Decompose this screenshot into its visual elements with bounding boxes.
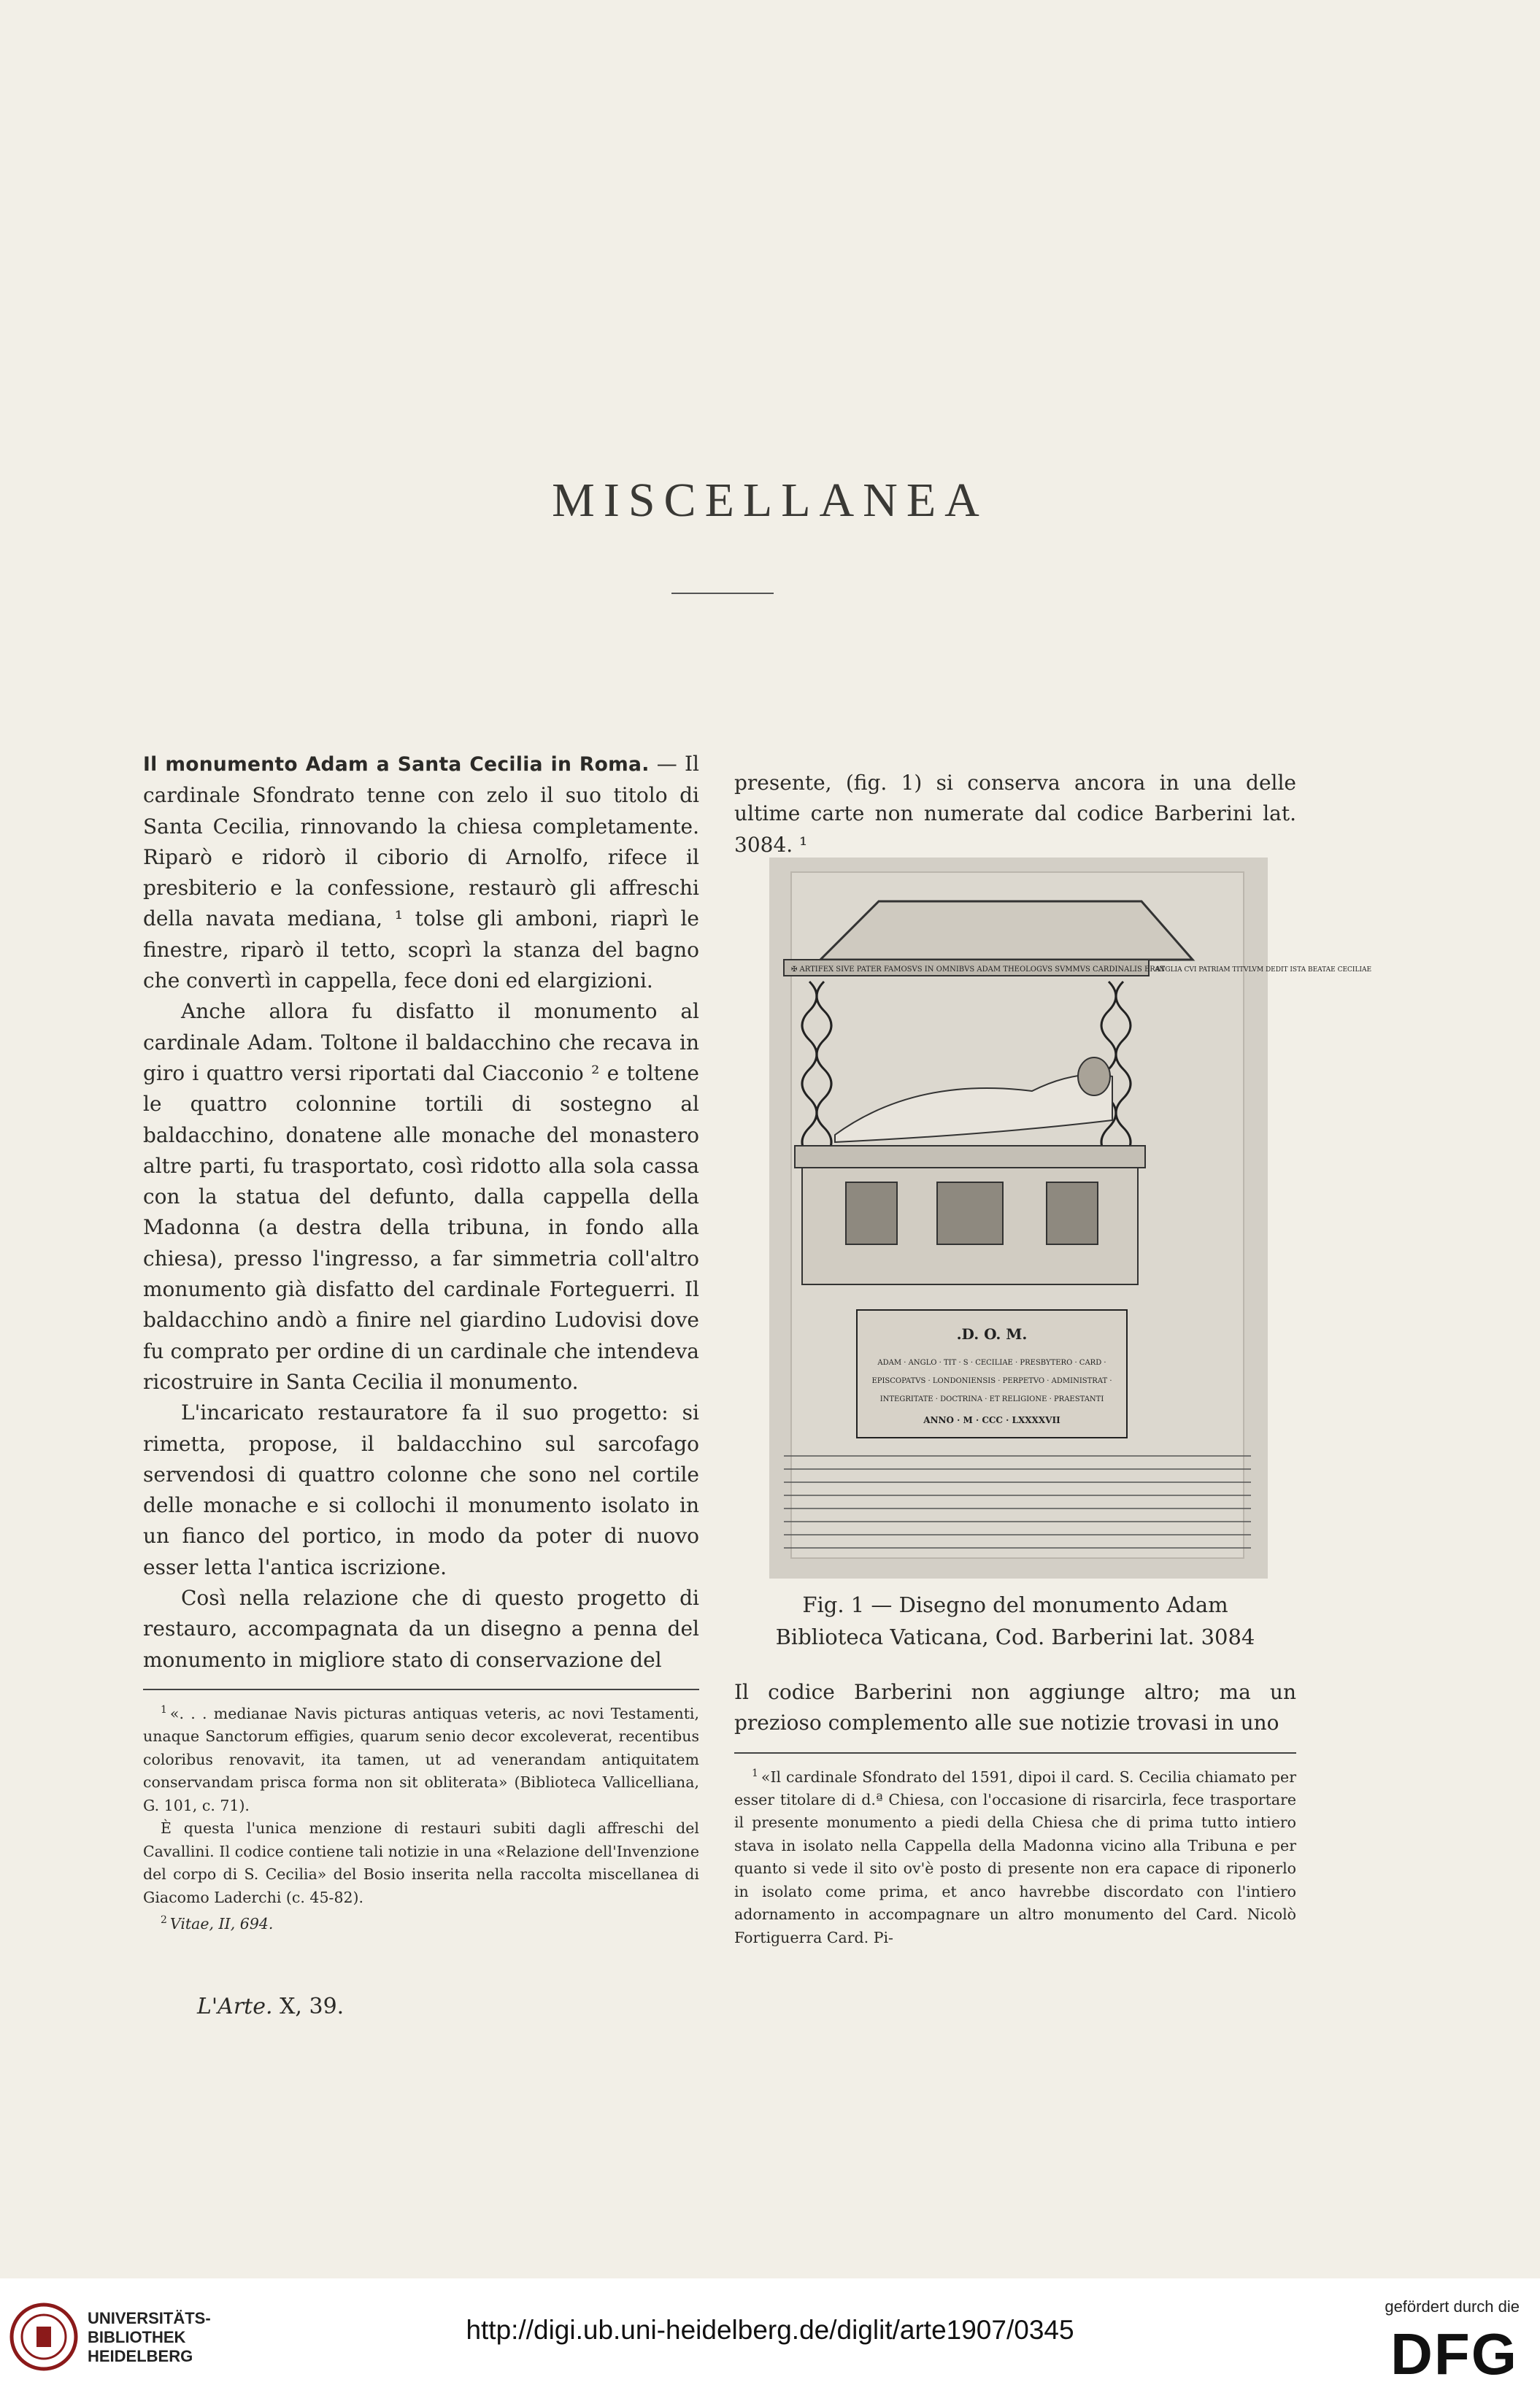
right-top-paragraph: presente, (fig. 1) si conserva ancora in una delle ultime carte non numerate dal codice Barberini lat. 3084. ¹ bbox=[734, 771, 1296, 857]
digitization-footer bbox=[0, 2278, 1540, 2393]
figure-caption bbox=[734, 1589, 1296, 1653]
paragraph-1-text: — Il cardinale Sfondrato tenne con zelo il suo titolo di Santa Cecilia, rinnovando la chiesa completamente. Riparò e ridorò il ciborio di Arnolfo, rifece il presbiterio e la confessione, restaurò gli affreschi della navata mediana, ¹ tolse gli amboni, riaprì le finestre, riparò il tetto, scoprì la stanza del bagno che convertì in cappella, fece doni ed elargizioni. bbox=[143, 752, 699, 993]
right-footnote-rule bbox=[734, 1752, 1296, 1754]
paragraph-4: Così nella relazione che di questo progetto di restauro, accompagnata da un disegno a penna del monumento in migliore stato di conservazione del bbox=[143, 1586, 699, 1672]
source-url-link[interactable]: http://digi.ub.uni-heidelberg.de/diglit/arte1907/0345 bbox=[466, 2315, 1074, 2345]
plaque-line-5: ANNO · M · CCC · LXXXXVII bbox=[923, 1415, 1060, 1425]
signature-journal: L'Arte. bbox=[197, 1994, 273, 2019]
plaque-line-3: EPISCOPATVS · LONDONIENSIS · PERPETVO · ADMINISTRAT · bbox=[871, 1377, 1112, 1385]
footnote-2-mark: 2 bbox=[161, 1914, 167, 1927]
caption-line-1: Fig. 1 — Disegno del monumento Adam bbox=[802, 1592, 1228, 1617]
right-footnotes bbox=[734, 1762, 1296, 1950]
library-line-3: HEIDELBERG bbox=[88, 2347, 193, 2365]
footnote-1 bbox=[143, 1699, 699, 1817]
right-lower-paragraph: Il codice Barberini non aggiunge altro; ma un prezioso complemento alle sue notizie trovasi in uno bbox=[734, 1680, 1296, 1735]
page-title: MISCELLANEA bbox=[552, 474, 988, 527]
page-signature bbox=[197, 1994, 344, 2019]
left-footnotes bbox=[143, 1699, 699, 1936]
first-paragraph bbox=[143, 749, 699, 996]
library-line-2: BIBLIOTHEK bbox=[88, 2328, 186, 2346]
left-column bbox=[143, 749, 699, 1936]
canopy-roof bbox=[820, 901, 1193, 960]
footnote-1-mark: 1 bbox=[161, 1703, 167, 1716]
footnote-2-text: Vitae, II, 694. bbox=[169, 1915, 274, 1933]
figure-drawing bbox=[769, 858, 1372, 1579]
library-line-1: UNIVERSITÄTS- bbox=[88, 2309, 211, 2327]
coat-of-arms-panels bbox=[846, 1182, 1098, 1244]
caption-line-2: Biblioteca Vaticana, Cod. Barberini lat. 3084 bbox=[775, 1625, 1255, 1649]
inscription-top: ✠ ARTIFEX SIVE PATER FAMOSVS IN OMNIBVS ADAM THEOLOGVS SVMMVS CARDINALIS ERAT bbox=[791, 966, 1166, 974]
plaque-line-2: ADAM · ANGLO · TIT · S · CECILIAE · PRESBYTERO · CARD · bbox=[877, 1359, 1106, 1367]
right-footnote-1 bbox=[734, 1762, 1296, 1950]
right-footnote-mark: 1 bbox=[752, 1767, 758, 1779]
footnote-rule bbox=[143, 1689, 699, 1690]
plaque-line-1: .D. O. M. bbox=[956, 1325, 1028, 1343]
monument-drawing-svg bbox=[769, 858, 1372, 1579]
signature-number: X, 39. bbox=[280, 1994, 344, 2019]
footnote-1-text: «. . . medianae Navis picturas antiquas veteris, ac novi Testamenti, unaque Sanctorum effigies, quarum senio decor excoleverat, recentibus coloribus renovavit, ita tamen, ut ad venerandam antiquitatem conservandam prisca forma non sit obliterata» (Biblioteca Vallicelliana, G. 101, c. 71). bbox=[143, 1704, 699, 1814]
section-heading: Il monumento Adam a Santa Cecilia in Roma. bbox=[143, 753, 650, 776]
sarcophagus-lid bbox=[795, 1146, 1145, 1168]
footnote-2 bbox=[143, 1909, 699, 1935]
paragraph-3: L'incaricato restauratore fa il suo progetto: si rimetta, propose, il baldacchino sul sarcofago servendosi di quattro colonne che sono nel cortile delle monache e si collochi il monumento isolato in un fianco del portico, in modo da poter di nuovo esser letta l'antica iscrizione. bbox=[143, 1400, 699, 1579]
right-footnote-text: «Il cardinale Sfondrato del 1591, dipoi il card. S. Cecilia chiamato per esser titolare di d.ª Chiesa, con l'occasione di risarcirla, fece trasportare il presente monumento a piedi della Chiesa che di prima tutto intiero stava in isolato nella Cappella della Madonna vicino alla Tribuna e per quanto si vede il sito ov'è posto di presente non era capace di riponerlo in isolato come prima, et anco havrebbe discordato con l'intiero adornamento in accompagnare un altro monumento del Card. Nicolò Fortiguerra Card. Pi- bbox=[734, 1768, 1296, 1946]
right-column-top bbox=[734, 768, 1296, 860]
inscription-side: ANGLIA CVI PATRIAM TITVLVM DEDIT ISTA BEATAE CECILIAE bbox=[1155, 966, 1372, 974]
paragraph-2: Anche allora fu disfatto il monumento al cardinale Adam. Toltone il baldacchino che recava in giro i quattro versi riportati dal Ciacconio ² e toltene le quattro colonnine tortili di sostegno al baldacchino, donatene alle monache del monastero altre parti, fu trasportato, così ridotto alla sola cassa con la statua del defunto, dalla cappella della Madonna (a destra della tribuna, in fondo alla chiesa), presso l'ingresso, a far simmetria coll'altro monumento già disfatto del cardinale Forteguerri. Il baldacchino andò a finire nel giardino Ludovisi dove fu comprato per ordine di un cardinale che intendeva ricostruire in Santa Cecilia il monumento. bbox=[143, 999, 699, 1394]
sponsor-text: gefördert durch die bbox=[1385, 2297, 1520, 2316]
effigy-head bbox=[1078, 1057, 1110, 1095]
right-column-lower bbox=[734, 1677, 1296, 1949]
footnote-1b-text: È questa l'unica menzione di restauri subiti dagli affreschi del Cavallini. Il codice contiene tali notizie in una «Relazione dell'Invenzione del corpo di S. Cecilia» del Bosio inserita nella raccolta miscellanea di Giacomo Laderchi (c. 45-82). bbox=[143, 1819, 699, 1906]
plaque-line-4: INTEGRITATE · DOCTRINA · ET RELIGIONE · PRAESTANTI bbox=[879, 1395, 1104, 1403]
title-rule bbox=[671, 593, 774, 594]
footnote-1b bbox=[143, 1817, 699, 1909]
dfg-logo: DFG bbox=[1390, 2321, 1518, 2386]
